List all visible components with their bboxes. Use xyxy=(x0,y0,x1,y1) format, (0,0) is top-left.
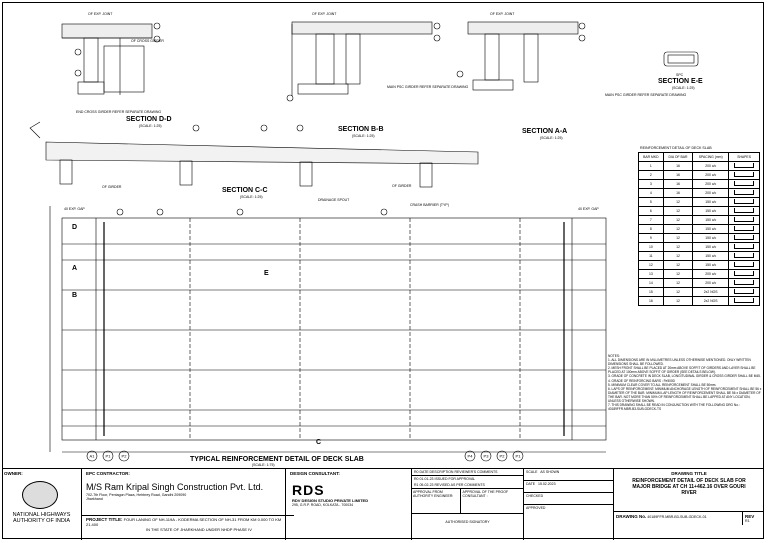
svg-text:P2: P2 xyxy=(499,453,505,459)
section-cc-title: SECTION C-C xyxy=(222,187,268,194)
svg-text:OF EXP. JOINT: OF EXP. JOINT xyxy=(88,12,113,16)
nhai-logo xyxy=(22,481,58,509)
svg-text:P3: P3 xyxy=(483,453,489,459)
svg-text:OF EXP. JOINT: OF EXP. JOINT xyxy=(312,12,337,16)
rtable-row: 15 12 2x2 NOS xyxy=(639,288,760,297)
svg-text:OF CROSS GIRDER: OF CROSS GIRDER xyxy=(131,39,164,43)
svg-text:OF GIRDER: OF GIRDER xyxy=(102,185,122,189)
revision-cell: R0 DATE DESCRIPTION REVIEWER'S COMMENTS R0 01-01-23 ISSUED FOR APPROVAL R1 05-02-23 REVISED AS PER COMMENTS APPROVAL FROM AUTHORITY ENGINEER: APPROVAL OF THE PROOF CONSULTANT : AUTHORISED SIGNATORY xyxy=(412,469,524,540)
rtable-row: 6 12 150 c/c xyxy=(639,207,760,216)
rtable-row: 3 16 200 c/c xyxy=(639,180,760,189)
svg-text:MAIN PSC GIRDER REFER SEPARATE: MAIN PSC GIRDER REFER SEPARATE DRAWING xyxy=(605,93,687,97)
rtable-row: 7 12 150 c/c xyxy=(639,216,760,225)
svg-text:P4: P4 xyxy=(467,453,473,459)
rtable-row: 1 16 200 c/c xyxy=(639,162,760,171)
svg-text:OF GIRDER: OF GIRDER xyxy=(392,184,412,188)
svg-text:E: E xyxy=(264,270,269,277)
rds-logo: RDS xyxy=(292,482,325,498)
section-aa-title: SECTION A-A xyxy=(522,128,568,135)
svg-text:P1: P1 xyxy=(105,453,111,459)
svg-text:C: C xyxy=(316,439,322,446)
section-aa xyxy=(457,22,585,90)
notes: NOTES: 1. ALL DIMENSIONS ARE IN MILLIMETRES UNLESS OTHERWISE MENTIONED. ONLY WRITTEN DIMENSIONS SHALL BE FOLLOWED. 2. MESH FRONT SHALL BE PLACED AT 20mm ABOVE SOFFIT OF GIRDERS AND LAYER SHALL BE PLACED AT 100mm ABOVE SOFFIT OF GIRDER (SEE DETAILS BELOW). 3. GRADE OF CONCRETE IN DECK SLAB, LONGITUDINAL GIRDER & CROSS GIRDER SHALL BE M45. 4. GRADE OF REINFORCING BARS : Fe500D 5. MINIMUM CLEAR COVER TO ALL REINFORCEMENT SHALL BE 50mm. 6. LAPS OF REINFORCEMENT: MINIMUM ANCHORAGE LENGTH OF REINFORCEMENT SHALL BE 56 x DIAMETER OF THE BAR. MINIMUM LAP LENGTH OF REINFORCEMENT SHALL BE 56 x DIAMETER OF THE BAR. NOT MORE THAN 50% OF REINFORCEMENT SHALL BE LAPPED AT ANY LOCATION, UNLESS OTHERWISE SHOWN. 7. THIS DRAWING SHALL BE READ IN CONJUNCTION WITH THE FOLLOWING DRG No.: 40189FFR.MBR-B3-SUB-GDECK-TS xyxy=(608,354,762,412)
rtable-row: 16 12 2x2 NOS xyxy=(639,297,760,306)
project-row: PROJECT TITLE: FOUR LANING OF NH-119A - KODERMA SECTION OF NH-31 FROM KM 0.000 TO KM 21.400 IN THE STATE OF JHARKHAND UNDER NHDP PHASE IV xyxy=(82,515,294,533)
owner-cell: OWNER: NATIONAL HIGHWAYS AUTHORITY OF INDIA xyxy=(2,469,82,540)
section-ee xyxy=(664,52,698,66)
svg-text:(SCALE: 1:25): (SCALE: 1:25) xyxy=(540,136,563,140)
scale-cell: SCALE AS SHOWN DATE 15.02.2023 CHECKED APPROVED xyxy=(524,469,614,540)
svg-text:MAIN PSC GIRDER REFER SEPARATE: MAIN PSC GIRDER REFER SEPARATE DRAWING xyxy=(387,85,469,89)
rtable-row: 4 16 200 c/c xyxy=(639,189,760,198)
rtable-row: 13 12 200 c/c xyxy=(639,270,760,279)
section-dd xyxy=(62,23,160,95)
rtable-title: REINFORCEMENT DETAIL OF DECK SLAB xyxy=(640,146,712,150)
svg-text:A1: A1 xyxy=(89,453,95,459)
svg-text:(SCALE: 1:25): (SCALE: 1:25) xyxy=(139,124,162,128)
svg-text:CRASH BARRIER (TYP): CRASH BARRIER (TYP) xyxy=(410,203,449,207)
svg-text:OF EXP. JOINT: OF EXP. JOINT xyxy=(490,12,515,16)
rtable-row: 12 12 150 c/c xyxy=(639,261,760,270)
rtable-row: 14 12 200 c/c xyxy=(639,279,760,288)
epc-cell: EPC CONTRACTOR: M/S Ram Kripal Singh Construction Pvt. Ltd. 702-7th Floor, Pentagon Plaza, Hehbrey Road, Gandhi 209090 Jharkhand PROJECT TITLE: FOUR LANING OF NH-119A - KODERMA SECTION OF NH-31 FROM KM 0.000 TO KM 21.400 IN THE STATE OF JHARKHAND UNDER NHDP PHASE IV xyxy=(82,469,286,540)
svg-text:(SCALE: 1:25): (SCALE: 1:25) xyxy=(240,195,263,199)
rtable-row: 11 12 150 c/c xyxy=(639,252,760,261)
svg-text:40 EXP. GAP: 40 EXP. GAP xyxy=(578,207,599,211)
section-bb-title: SECTION B-B xyxy=(338,126,384,133)
rtable-row: 8 12 150 c/c xyxy=(639,225,760,234)
svg-text:P1: P1 xyxy=(515,453,521,459)
drawing-title-cell: DRAWING TITLE REINFORCEMENT DETAIL OF DECK SLAB FOR MAJOR BRIDGE AT CH 11+462.16 OVER GOURI RIVER DRAWING No. 40189FFR.MBR-B3-SUB-GDECK-01 REV R1 xyxy=(614,469,764,540)
svg-text:P2: P2 xyxy=(121,453,127,459)
section-dd-title: SECTION D-D xyxy=(126,116,172,123)
svg-text:(SCALE: 1:75): (SCALE: 1:75) xyxy=(252,463,275,467)
rtable-row: 2 16 200 c/c xyxy=(639,171,760,180)
section-ee-title: SECTION E-E xyxy=(658,78,703,85)
section-cc xyxy=(30,122,478,187)
svg-text:(SCALE: 1:25): (SCALE: 1:25) xyxy=(352,134,375,138)
design-cell: DESIGN CONSULTANT: RDS RDV DESIGN STUDIO PRIVATE LIMITED 295, G.R.P. ROAD, KOLKATA - 700034 xyxy=(286,469,412,540)
plan-title: TYPICAL REINFORCEMENT DETAIL OF DECK SLAB xyxy=(190,456,364,463)
rtable-row: 5 12 150 c/c xyxy=(639,198,760,207)
section-bb xyxy=(287,22,440,101)
svg-text:D: D xyxy=(72,224,78,231)
svg-text:40 EXP. GAP: 40 EXP. GAP xyxy=(64,207,85,211)
svg-text:B: B xyxy=(72,292,78,299)
svg-text:SPC: SPC xyxy=(676,73,684,77)
reinforcement-table: BAR MKD DIA OF BAR SPACING (mm) SHAPES 1 16 200 c/c 2 16 200 c/c 3 16 200 c/c 4 16 200 c/c 5 12 150 c/c 6 12 150 c/c 7 12 150 c/c 8 12 150 c/c 9 12 150 c/c 10 12 150 c/c 11 12 150 c/c 12 12 150 c/c 13 12 200 c/c 14 12 200 c/c 15 12 2x2 NOS 16 12 2x2 NOS xyxy=(638,152,760,306)
title-block xyxy=(2,468,764,540)
svg-text:DRAINAGE SPOUT: DRAINAGE SPOUT xyxy=(318,198,350,202)
svg-text:A: A xyxy=(72,265,78,272)
svg-text:END CROSS GIRDER REFER SEPARAT: END CROSS GIRDER REFER SEPARATE DRAWING xyxy=(76,110,162,114)
rtable-row: 10 12 150 c/c xyxy=(639,243,760,252)
svg-text:(SCALE: 1:25): (SCALE: 1:25) xyxy=(672,86,695,90)
rtable-row: 9 12 150 c/c xyxy=(639,234,760,243)
deck-plan xyxy=(50,206,606,452)
